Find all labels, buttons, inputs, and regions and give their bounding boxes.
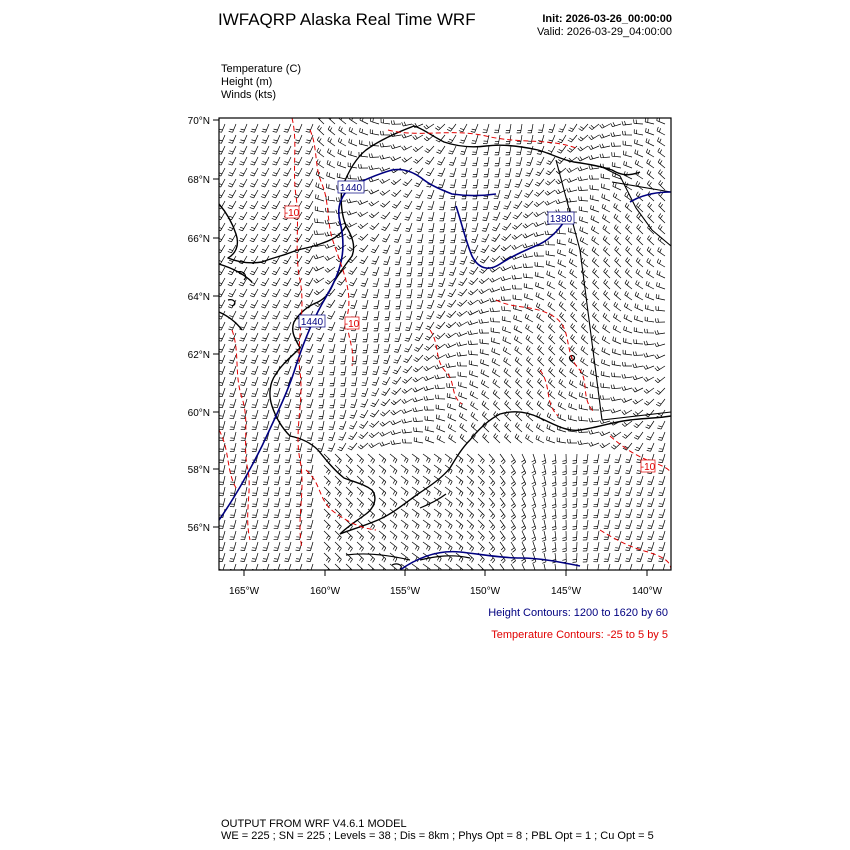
lon-ticks [244,570,647,576]
lat-label: 62°N [187,350,210,361]
field-winds: Winds (kts) [221,89,276,101]
lon-labels [229,586,663,597]
field-temperature: Temperature (C) [221,63,302,75]
valid-time: Valid: 2026-03-29_04:00:00 [537,26,672,38]
lat-label: 70°N [187,116,210,127]
height-contours [219,169,671,570]
lon-label: 155°W [389,586,421,597]
lat-ticks [213,120,219,527]
lat-label: 68°N [187,175,210,186]
lon-label: 140°W [631,586,663,597]
lon-label: 145°W [550,586,582,597]
height-label: 1380 [549,214,573,225]
wind-barb-field [217,114,665,574]
temperature-label: -10 [284,208,300,219]
lat-label: 64°N [187,292,210,303]
lat-label: 58°N [187,465,210,476]
lon-label: 165°W [228,586,260,597]
islands [228,272,575,569]
temperature-label: -10 [344,319,360,330]
lon-label: 160°W [309,586,341,597]
height-legend: Height Contours: 1200 to 1620 by 60 [488,607,668,619]
lat-label: 56°N [187,523,210,534]
lat-label: 66°N [187,234,210,245]
lon-label: 150°W [469,586,501,597]
temperature-label: -10 [640,462,656,473]
lat-label: 60°N [187,408,210,419]
field-height: Height (m) [221,76,273,88]
plot-title: IWFAQRP Alaska Real Time WRF [218,10,476,29]
init-time: Init: 2026-03-26_00:00:00 [542,13,672,25]
temperature-legend: Temperature Contours: -25 to 5 by 5 [491,629,668,641]
wind-barbs [217,114,665,574]
height-label: 1440 [300,317,324,328]
lat-labels [188,116,210,534]
border-line [556,160,671,420]
model-options: WE = 225 ; SN = 225 ; Levels = 38 ; Dis = 8km ; Phys Opt = 8 ; PBL Opt = 1 ; Cu Opt = 5 [221,830,654,842]
height-label: 1440 [339,183,363,194]
model-footer: OUTPUT FROM WRF V4.6.1 MODEL [221,818,407,830]
